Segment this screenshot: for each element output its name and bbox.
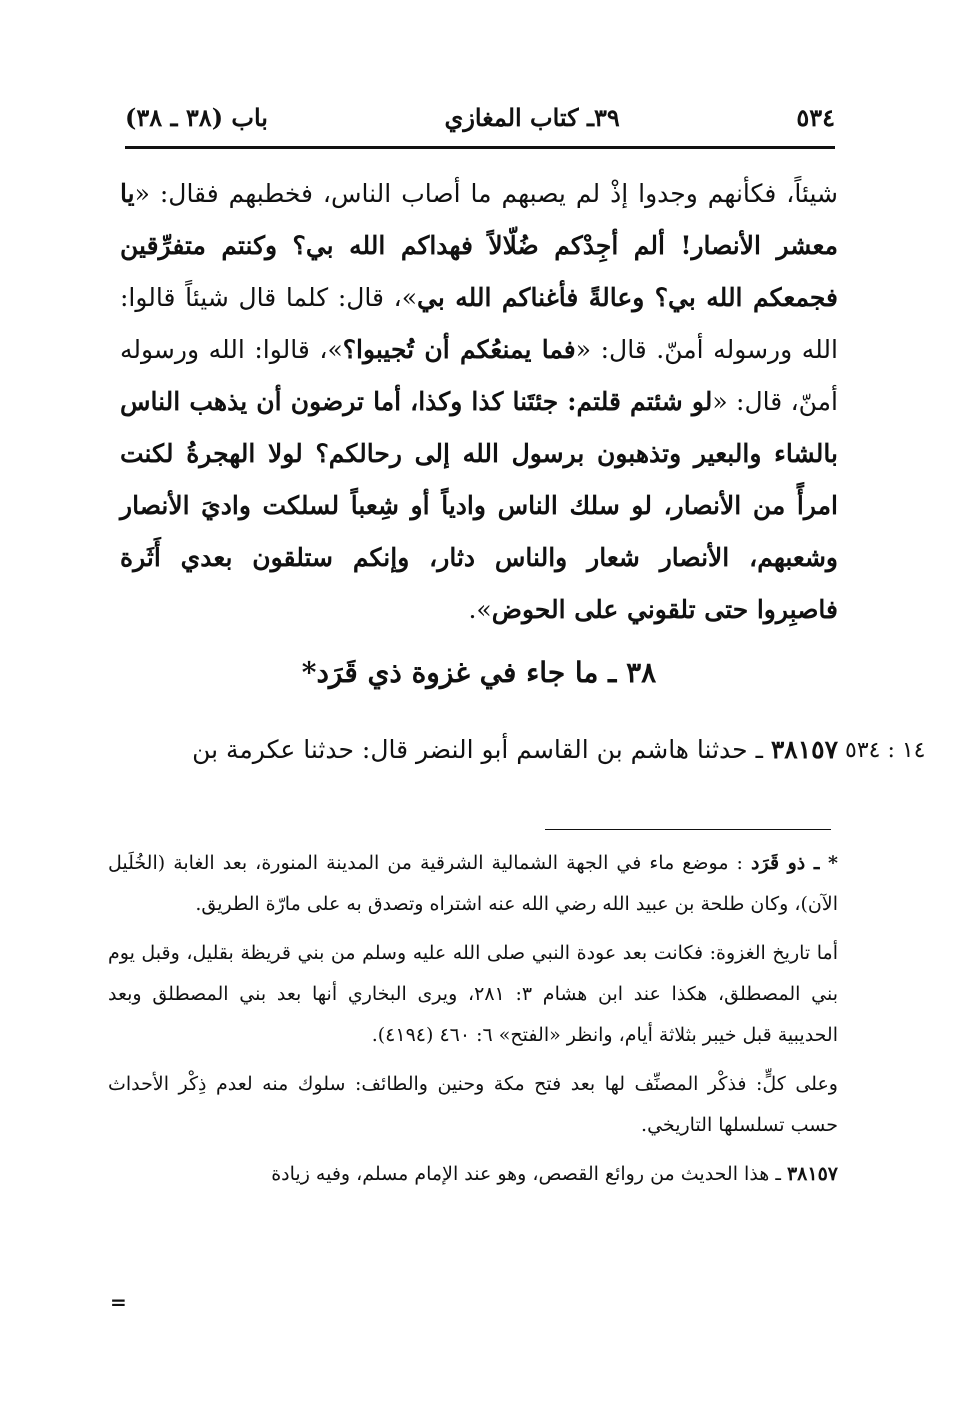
footnote-lead: * ـ ذو قَرَد (751, 852, 838, 874)
page-number: ٥٣٤ (796, 102, 835, 132)
footnote-text: : موضع ماء في الجهة الشمالية الشرقية من المدينة المنورة، بعد الغابة (الخُلَيل الآن)، وكان طلحة بن عبيد الله رضي الله عنه اشتراه وتصدق به على مارّة الطريق. (108, 852, 838, 915)
continuation-mark: = (110, 1290, 127, 1314)
text-segment: ». (468, 595, 492, 624)
book-title: ٣٩ـ كتاب المغازي (444, 102, 620, 132)
footnotes (108, 843, 838, 1203)
footnote-rule (545, 829, 831, 830)
main-text (120, 168, 838, 636)
footnote-3: وعلى كلٍّ: فذكْر المصنِّف لها بعد فتح مكة وحنين والطائف: سلوك منه لعدم ذِكْر الأحداث حسب تسلسلها التاريخي. (108, 1073, 838, 1136)
page-header (125, 92, 835, 142)
text-segment: شيئاً، فكأنهم وجدوا إذْ لم يصبهم ما أصاب الناس، فخطبهم فقال: « (134, 179, 838, 208)
footnote-1 (108, 843, 838, 925)
footnote-text: ـ هذا الحديث من روائع القصص، وهو عند الإمام مسلم، وفيه زيادة (271, 1163, 787, 1185)
prophet-quote-2: فما يمنعُكم أن تُجيبوا؟ (342, 335, 576, 364)
section-heading: ٣٨ ـ ما جاء في غزوة ذي قَرَد* (301, 656, 657, 689)
hadith-line (120, 735, 838, 764)
main-paragraph (120, 168, 838, 636)
text-segment: »، قال: كلما قال شيئاً قالوا: الله ورسوله أمنّ. قال: « (120, 283, 838, 364)
margin-reference: ١٤ : ٥٣٤ (845, 738, 926, 763)
hadith-text: ـ حدثنا هاشم بن القاسم أبو النضر قال: حدثنا عكرمة بن (192, 735, 771, 764)
text-segment: »، قالوا: الله ورسوله أمنّ، قال: « (120, 335, 839, 416)
footnote-2: أما تاريخ الغزوة: فكانت بعد عودة النبي صلى الله عليه وسلم من بني قريظة بقليل، وقبل يوم بني المصطلق، هكذا عند ابن هشام ٣: ٢٨١، ويرى البخاري أنها بعد بني المصطلق وبعد الحديبية قبل خيبر بثلاثة أيام، وانظر «الفتح» ٦: ٤٦٠ (٤١٩٤). (108, 942, 838, 1046)
chapter-range: باب (٣٨ ـ ٣٨) (125, 102, 268, 132)
prophet-quote-1: يا معشر الأنصار! ألم أجِدْكم ضُلّالاً فهداكم الله بي؟ وكنتم متفرِّقين فجمعكم الله بي؟ وعالةً فأغناكم الله بي (120, 179, 838, 312)
hadith-number: ٣٨١٥٧ (770, 735, 838, 764)
footnote-number: ٣٨١٥٧ (786, 1163, 838, 1185)
prophet-quote-3: لو شئتم قلتم: جئتَنا كذا وكذا، أما ترضون أن يذهب الناس بالشاء والبعير وتذهبون برسول الله إلى رحالكم؟ لولا الهجرةُ لكنت امرأً من الأنصار، لو سلك الناس وادياً أو شِعباً لسلكت واديَ الأنصار وشعبهم، الأنصار شعار والناس دثار، وإنكم ستلقون بعدي أَثَرة فاصبِروا حتى تلقوني على الحوض (120, 387, 838, 624)
header-rule (125, 146, 835, 149)
footnote-4 (108, 1154, 838, 1195)
